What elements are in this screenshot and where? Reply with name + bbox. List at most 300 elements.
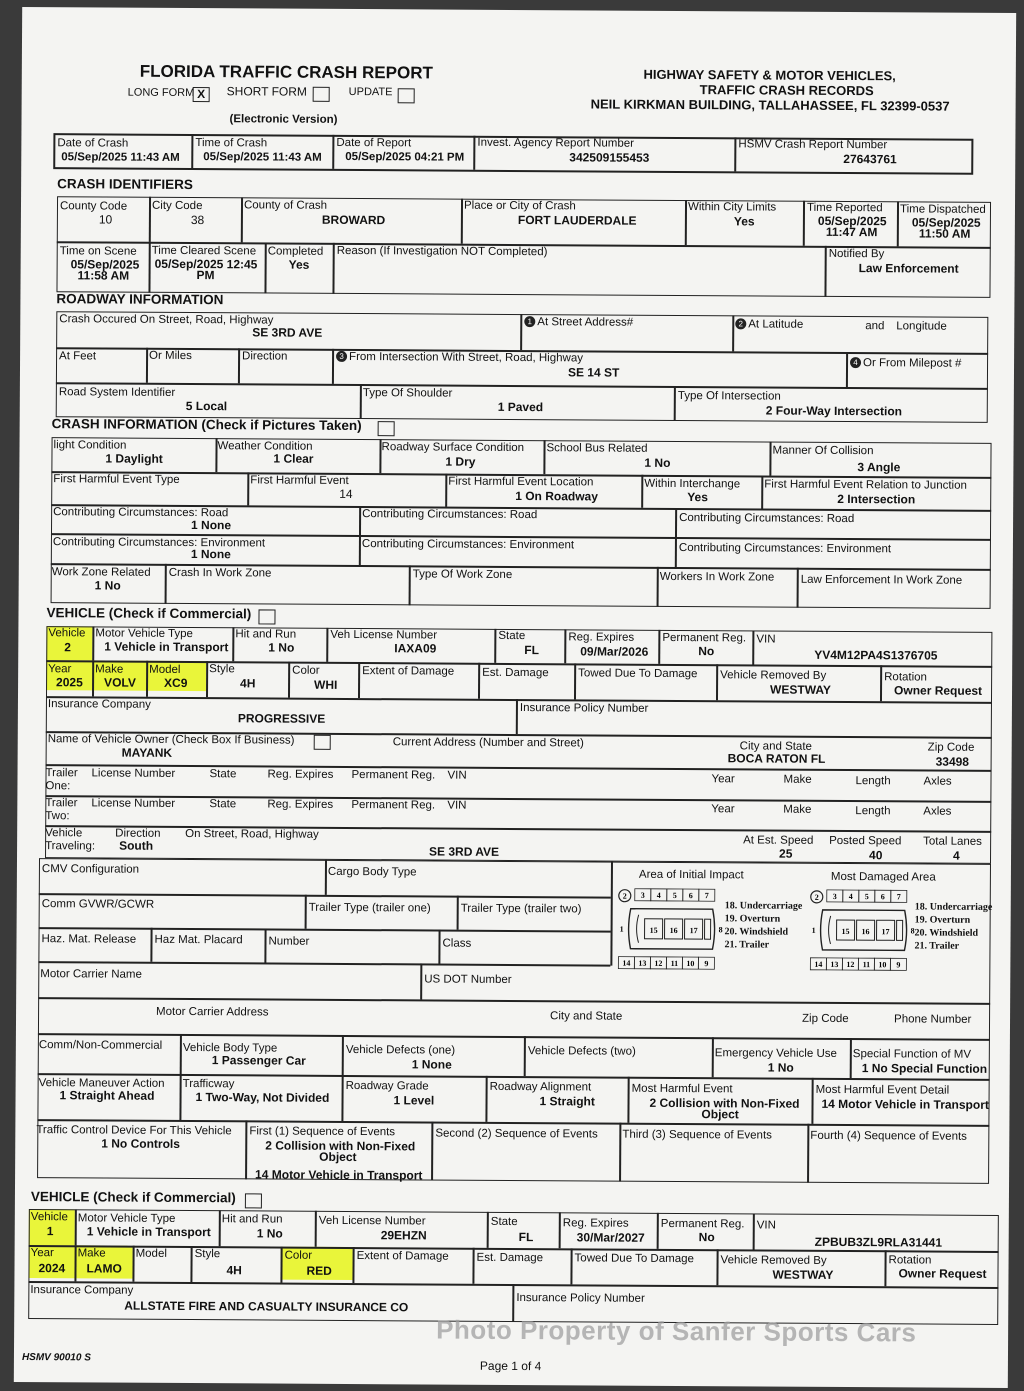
direction-label: Direction [242,350,288,363]
road-system-label: Road System Identifier [58,386,176,399]
impact-number: 12 [846,960,855,970]
v2-policy-label: Insurance Policy Number [519,702,649,715]
v2-v4 [494,629,496,663]
v2-trailer-two-axles: Axles [923,805,952,818]
rw-v2 [732,315,734,351]
v2-posted-label: Posted Speed [829,834,902,848]
v1-rotation-label: Rotation [888,1254,932,1267]
carrier-addr-label: Motor Carrier Address [156,1005,269,1019]
v2-trailer-one-label: Trailer One: [45,767,78,793]
v2-est-speed-label: At Est. Speed [743,834,814,847]
shoulder-label: Type Of Shoulder [362,387,453,400]
county-code: 10 [98,212,113,227]
v1-type-label: Motor Vehicle Type [77,1212,176,1225]
v1-v13 [472,1248,474,1284]
v1-v16 [884,1250,886,1286]
special-label: Special Function of MV [852,1048,972,1061]
v2-extent-label: Extent of Damage [362,665,455,678]
v2-color-label: Color [292,664,320,677]
v2-insurance: PROGRESSIVE [237,711,326,726]
v1-color-label: Color [284,1249,313,1262]
top-row-divider-1 [191,134,193,168]
impact-number: 6 [688,891,693,901]
v1-policy-label: Insurance Policy Number [516,1292,645,1305]
cc-road-label-2: Contributing Circumstances: Road [362,508,538,522]
alignment: 1 Straight [539,1094,595,1109]
rw-v4 [238,348,240,383]
comm-label: Comm/Non-Commercial [38,1039,163,1052]
update-label: UPDATE [348,85,393,99]
v1-reg: 30/Mar/2027 [576,1230,645,1245]
time-cleared-2: PM [196,268,215,283]
ci-v6 [897,201,899,246]
carrier-zip-label: Zip Code [802,1012,849,1026]
weather-label: Weather Condition [217,440,313,453]
v1-towed-label: Towed Due To Damage [574,1252,694,1266]
long-form-checkbox[interactable]: X [193,87,210,102]
v2-v12 [358,662,360,698]
long-form-label: LONG FORM [127,86,195,100]
v1-v12 [352,1247,354,1283]
impact-number: 11 [670,958,679,969]
ci-v1 [149,197,151,242]
v2-perm-label: Permanent Reg. [662,631,747,645]
v1-make: LAMO [86,1261,122,1276]
impact-number: 10 [878,960,887,970]
v1-plate: 29EHZN [380,1228,427,1243]
agency-line-3: NEIL KIRKMAN BUILDING, TALLAHASSEE, FL 32399-0537 [590,96,950,114]
v1-removed: WESTWAY [772,1267,834,1282]
v1-v15 [716,1249,718,1285]
initial-legend-19: 19. Overturn [724,913,781,925]
cc-road-label-1: Contributing Circumstances: Road [53,506,229,520]
v1-hit-run-label: Hit and Run [221,1213,283,1226]
v2-rotation: Owner Request [894,683,983,698]
v1-hit-run: 1 No [256,1226,283,1241]
time-reported-label: Time Reported [806,201,883,215]
cmv-v-j [524,1036,526,1076]
cc-env-label-1: Contributing Circumstances: Environment [52,536,266,550]
cmv-v-c [457,896,459,930]
impact-number: 1 [619,924,624,934]
impact-number: 10 [686,959,695,969]
v2-v16 [880,665,882,701]
v2-v5 [564,629,566,663]
v2-rotation-label: Rotation [884,671,928,684]
trafficway: 1 Two-Way, Not Divided [195,1090,330,1105]
impact-number: 7 [896,892,901,902]
rw-v7 [360,384,362,419]
v2-direction-label: Direction [115,827,161,840]
most-damaged-diagram[interactable] [808,888,919,979]
v1-extent-label: Extent of Damage [356,1250,449,1263]
cinf-v11 [165,564,167,604]
damaged-legend-21: 21. Trailer [914,940,960,952]
top-row-divider-4 [734,137,736,171]
v1-insurance: ALLSTATE FIRE AND CASUALTY INSURANCE CO [124,1298,409,1315]
ci-v9 [332,243,334,294]
cmv-v-o [485,1076,487,1122]
impact-number: 12 [654,958,663,968]
v2-trailer-two-license: License Number [91,797,176,810]
v2-trailer-one-perm: Permanent Reg. [351,769,436,782]
initial-impact-legend [724,899,802,951]
at-latitude-text: At Latitude [748,318,804,331]
vehicle-diagram-icon [808,888,919,979]
ci-v10 [824,246,826,297]
car-rear [897,920,903,940]
short-form-checkbox[interactable] [313,87,330,102]
tcd: 1 No Controls [101,1136,180,1151]
impact-number: 2 [622,891,627,901]
placard-label: Haz Mat. Placard [154,933,243,947]
v2-make: VOLV [104,675,136,690]
v2-trailer-one-vin: VIN [447,769,467,782]
top-row-divider-2 [332,135,334,169]
longitude-label: Longitude [896,320,947,333]
ci-v5 [803,201,805,246]
cc-road-1: 1 None [191,518,232,533]
v2-v2 [232,627,234,661]
initial-legend-21: 21. Trailer [724,939,770,951]
v2-v10 [206,661,208,697]
time-of-crash-label: Time of Crash [195,137,268,150]
rw-v3 [146,348,148,383]
v2-trailer-one-year: Year [711,773,735,786]
time-reported-time: 11:47 AM [825,224,878,240]
watermark: Photo Property of Sanfer Sports Cars [436,1314,917,1348]
initial-impact-label: Area of Initial Impact [638,868,744,882]
ci-v4 [685,200,687,245]
impact-number: 15 [841,926,850,937]
cinf-v7 [641,475,643,508]
v1-v9 [132,1246,134,1282]
at-street-text: At Street Address# [537,316,634,329]
v2-zip-label: Zip Code [927,741,975,754]
damaged-legend-18: 18. Undercarriage [914,901,993,913]
ci-v3 [461,199,463,244]
v1-v6 [657,1213,659,1249]
most-harmful-detail: 14 Motor Vehicle in Transport [821,1096,989,1112]
v2-on-street: SE 3RD AVE [429,844,500,859]
light: 1 Daylight [105,451,163,466]
impact-number: 15 [649,925,658,935]
date-of-report: 05/Sep/2025 04:21 PM [345,150,465,164]
completed-label: Completed [267,245,324,258]
city-code-label: City Code [151,199,203,213]
manner-label: Manner Of Collision [772,444,874,458]
cc-env-1: 1 None [190,547,231,562]
v2-trailer-one-length: Length [855,775,891,788]
v2-city-state-label: City and State [739,740,812,753]
v1-state: FL [518,1230,534,1245]
v2-year-label: Year [48,663,72,676]
v1-v14 [570,1248,572,1284]
emergency: 1 No [767,1060,794,1075]
type-wz-label: Type Of Work Zone [412,568,513,581]
v1-vin: ZPBUB3ZL9RLA31441 [814,1234,943,1250]
update-checkbox[interactable] [398,88,415,103]
surface-label: Roadway Surface Condition [381,441,525,455]
work-zone: 1 No [94,578,121,593]
cmv-v-i [342,1035,344,1075]
time-on-scene-date: 05/Sep/2025 [70,257,140,272]
v2-state: FL [524,643,540,658]
grade-label: Roadway Grade [345,1079,429,1093]
within-city-label: Within City Limits [687,201,777,214]
date-of-report-label: Date of Report [336,136,412,150]
time-of-crash: 05/Sep/2025 11:43 AM [203,151,322,164]
v2-removed-label: Vehicle Removed By [720,669,827,682]
v2-business-checkbox[interactable] [314,735,331,750]
cmv-v-d [150,928,152,962]
agency-report-number: 342509155453 [569,150,650,165]
impact-number: 13 [638,958,647,968]
special: 1 No Special Function [861,1061,988,1076]
county-label: County of Crash [243,199,328,212]
v1-v3 [315,1211,317,1247]
v2-plate: IAXA09 [394,641,437,656]
cinf-v10 [675,508,677,567]
impact-number: 5 [672,890,677,900]
cargo-label: Cargo Body Type [327,865,417,879]
v2-perm: No [698,644,715,659]
v2-owner-label: Name of Vehicle Owner (Check Box If Business) [47,733,295,747]
county-code-label: County Code [59,200,128,213]
roadway-title: ROADWAY INFORMATION [56,291,224,308]
v2-style: 4H [240,676,256,691]
notified: Law Enforcement [858,261,959,276]
place: FORT LAUDERDALE [517,213,637,228]
short-form-label: SHORT FORM [226,84,307,99]
v2-model: XC9 [164,675,188,690]
v2-towed-label: Towed Due To Damage [578,667,698,681]
time-on-scene-time: 11:58 AM [77,268,130,283]
milepost-text: Or From Milepost # [863,357,962,370]
pictures-taken-checkbox[interactable] [378,421,395,436]
v2-hit-run-label: Hit and Run [235,628,297,641]
v2-v1 [92,626,94,660]
cinf-v14 [797,568,799,608]
car-windshield [829,916,831,944]
v1-v11 [280,1247,282,1283]
v1-year-label: Year [30,1247,54,1260]
v2-est-label: Est. Damage [482,666,549,680]
v2-v14 [574,663,576,699]
body-type-label: Vehicle Body Type [182,1041,278,1055]
cmv-v-a [325,860,327,895]
dot-label: US DOT Number [424,973,512,986]
maneuver: 1 Straight Ahead [59,1088,155,1103]
car-windshield [637,915,639,943]
crash-in-wz-label: Crash In Work Zone [168,566,272,580]
cmv-v-u [807,1124,809,1183]
hazmat-label: Haz. Mat. Release [41,933,137,946]
vehicle-2-commercial-checkbox[interactable] [258,609,275,624]
rw-v8 [674,386,676,421]
v1-make-label: Make [77,1247,106,1260]
v1-insurance-label: Insurance Company [30,1284,134,1297]
within-interchange-label: Within Interchange [644,477,741,491]
intersection-type-label: Type Of Intersection [677,389,781,403]
damaged-legend-20: 20. Windshield [914,927,979,939]
cmv-v-n [341,1075,343,1121]
most-harmful-1: 2 Collision with Non-Fixed [649,1095,800,1111]
most-harmful-label: Most Harmful Event [631,1082,733,1096]
vehicle-1-commercial-checkbox[interactable] [245,1193,262,1208]
workers-label: Workers In Work Zone [659,570,775,584]
v2-reg: 09/Mar/2026 [580,644,649,659]
most-damaged-legend [914,900,992,952]
v1-perm: No [698,1230,715,1245]
v2-vehicle-number: 2 [64,640,72,655]
v2-trailer-two-make: Make [783,803,812,816]
v2-direction: South [119,838,154,853]
light-label: light Condition [53,439,127,452]
phone-label: Phone Number [894,1013,972,1026]
vehicle-diagram-icon [616,887,727,978]
impact-number: 5 [864,892,869,902]
grade: 1 Level [393,1093,435,1108]
ci-v8 [264,242,266,293]
cinf-v6 [445,474,447,507]
school-bus: 1 No [644,455,671,470]
v1-style: 4H [226,1263,242,1278]
hazmat-number-label: Number [268,935,310,948]
time-dispatched-label: Time Dispatched [899,203,986,216]
v1-type: 1 Vehicle in Transport [86,1224,211,1240]
impact-number: 2 [814,892,819,902]
impact-number: 1 [811,925,816,935]
rw-v1 [520,314,522,350]
trafficway-label: Trafficway [182,1077,235,1091]
v2-v7 [752,630,754,664]
cmv-v-l [850,1038,852,1078]
v2-plate-label: Veh License Number [330,628,438,642]
cmv-v-g [420,963,422,999]
v2-vin-label: VIN [756,633,776,646]
maneuver-label: Vehicle Maneuver Action [38,1077,165,1090]
v2-city-state: BOCA RATON FL [727,751,826,766]
county: BROWARD [321,212,386,228]
cmv-v-b [305,895,307,929]
impact-number: 14 [814,959,823,969]
first-harmful: 14 [339,486,353,502]
manner: 3 Angle [857,460,901,475]
time-cleared-1: 05/Sep/2025 12:45 [154,256,258,272]
v2-v3 [326,628,328,662]
cc-env-label-3: Contributing Circumstances: Environment [678,541,892,556]
vehicle-2-title: VEHICLE (Check if Commercial) [46,605,252,622]
v1-removed-label: Vehicle Removed By [720,1254,827,1267]
trailer2-type-label: Trailer Type (trailer two) [460,902,582,916]
hsmv-label: HSMV Crash Report Number [738,138,888,152]
most-damaged-label: Most Damaged Area [830,870,936,884]
v2-make-label: Make [95,663,124,676]
v1-year: 2024 [38,1261,66,1276]
most-harmful-2: Object [701,1107,739,1122]
cmv-label: CMV Configuration [41,863,140,876]
v2-v17 [516,699,518,734]
tcd-label: Traffic Control Device For This Vehicle [36,1124,232,1138]
v2-on-street-label: On Street, Road, Highway [185,827,319,841]
cinf-v3 [543,440,545,474]
impact-number: 8 [718,925,723,935]
circle-3-icon: 3 [336,351,347,362]
page-number: Page 1 of 4 [479,1358,542,1374]
v2-zip: 33498 [935,754,970,769]
impact-number: 6 [880,892,885,902]
rw-v6 [846,352,848,387]
ci-v2 [241,197,243,242]
date-of-crash: 05/Sep/2025 11:43 AM [61,151,180,164]
relation-junction: 2 Intersection [837,491,916,507]
circle-4-icon: 4 [850,358,861,369]
le-wz-label: Law Enforcement In Work Zone [800,573,963,587]
agency-line-2: TRAFFIC CRASH RECORDS [699,82,874,99]
v1-state-label: State [490,1215,518,1229]
initial-impact-diagram[interactable] [616,887,727,978]
v2-hit-run: 1 No [268,640,295,655]
v2-vin: YV4M12PA4S1376705 [814,647,938,663]
car-rear [705,919,711,939]
impact-number: 9 [896,960,901,970]
emergency-label: Emergency Vehicle Use [714,1047,837,1060]
report-title: FLORIDA TRAFFIC CRASH REPORT [139,61,433,83]
v2-model-label: Model [149,663,181,676]
impact-number: 14 [622,958,631,968]
seq1-c: 14 Motor Vehicle in Transport [255,1167,423,1183]
weather: 1 Clear [273,451,314,466]
intersection-type: 2 Four-Way Intersection [765,403,903,419]
surface: 1 Dry [445,454,476,469]
v1-est-label: Est. Damage [476,1251,544,1265]
work-zone-label: Work Zone Related [51,566,151,579]
top-row-divider-3 [473,136,475,170]
relation-junction-label: First Harmful Event Relation to Junction [764,478,967,492]
cmv-v-m [179,1074,181,1120]
v2-trailer-one-axles: Axles [923,775,952,788]
road-system: 5 Local [185,398,228,414]
v1-style-label: Style [194,1248,221,1261]
cinf-v12 [409,565,411,605]
v2-reg-label: Reg. Expires [568,631,635,644]
and-label: and [865,320,885,333]
cmv-v-h [180,1034,182,1074]
cmv-v-r [245,1120,247,1179]
initial-legend-18: 18. Undercarriage [724,900,803,912]
impact-number: 3 [640,890,645,900]
at-latitude-label [735,318,803,331]
or-miles-label: Or Miles [149,349,192,363]
v1-v5 [559,1212,561,1248]
time-on-scene-label: Time on Scene [59,245,137,258]
v2-v11 [288,662,290,698]
from-intersection-text: From Intersection With Street, Road, Highway [349,350,584,365]
school-bus-label: School Bus Related [546,442,648,455]
first-harmful-label: First Harmful Event [250,474,349,487]
cinf-v5 [247,472,249,505]
v1-plate-label: Veh License Number [318,1214,426,1228]
v1-reg-label: Reg. Expires [562,1217,629,1230]
vehicle-1-title: VEHICLE (Check if Commercial) [30,1189,236,1206]
within-city: Yes [733,214,755,229]
alignment-label: Roadway Alignment [489,1080,592,1094]
agency-line-1: HIGHWAY SAFETY & MOTOR VEHICLES, [643,66,896,84]
v2-trailer-two-state: State [209,798,237,811]
ci-v7 [148,242,150,293]
reason-label: Reason (If Investigation NOT Completed) [336,244,548,259]
